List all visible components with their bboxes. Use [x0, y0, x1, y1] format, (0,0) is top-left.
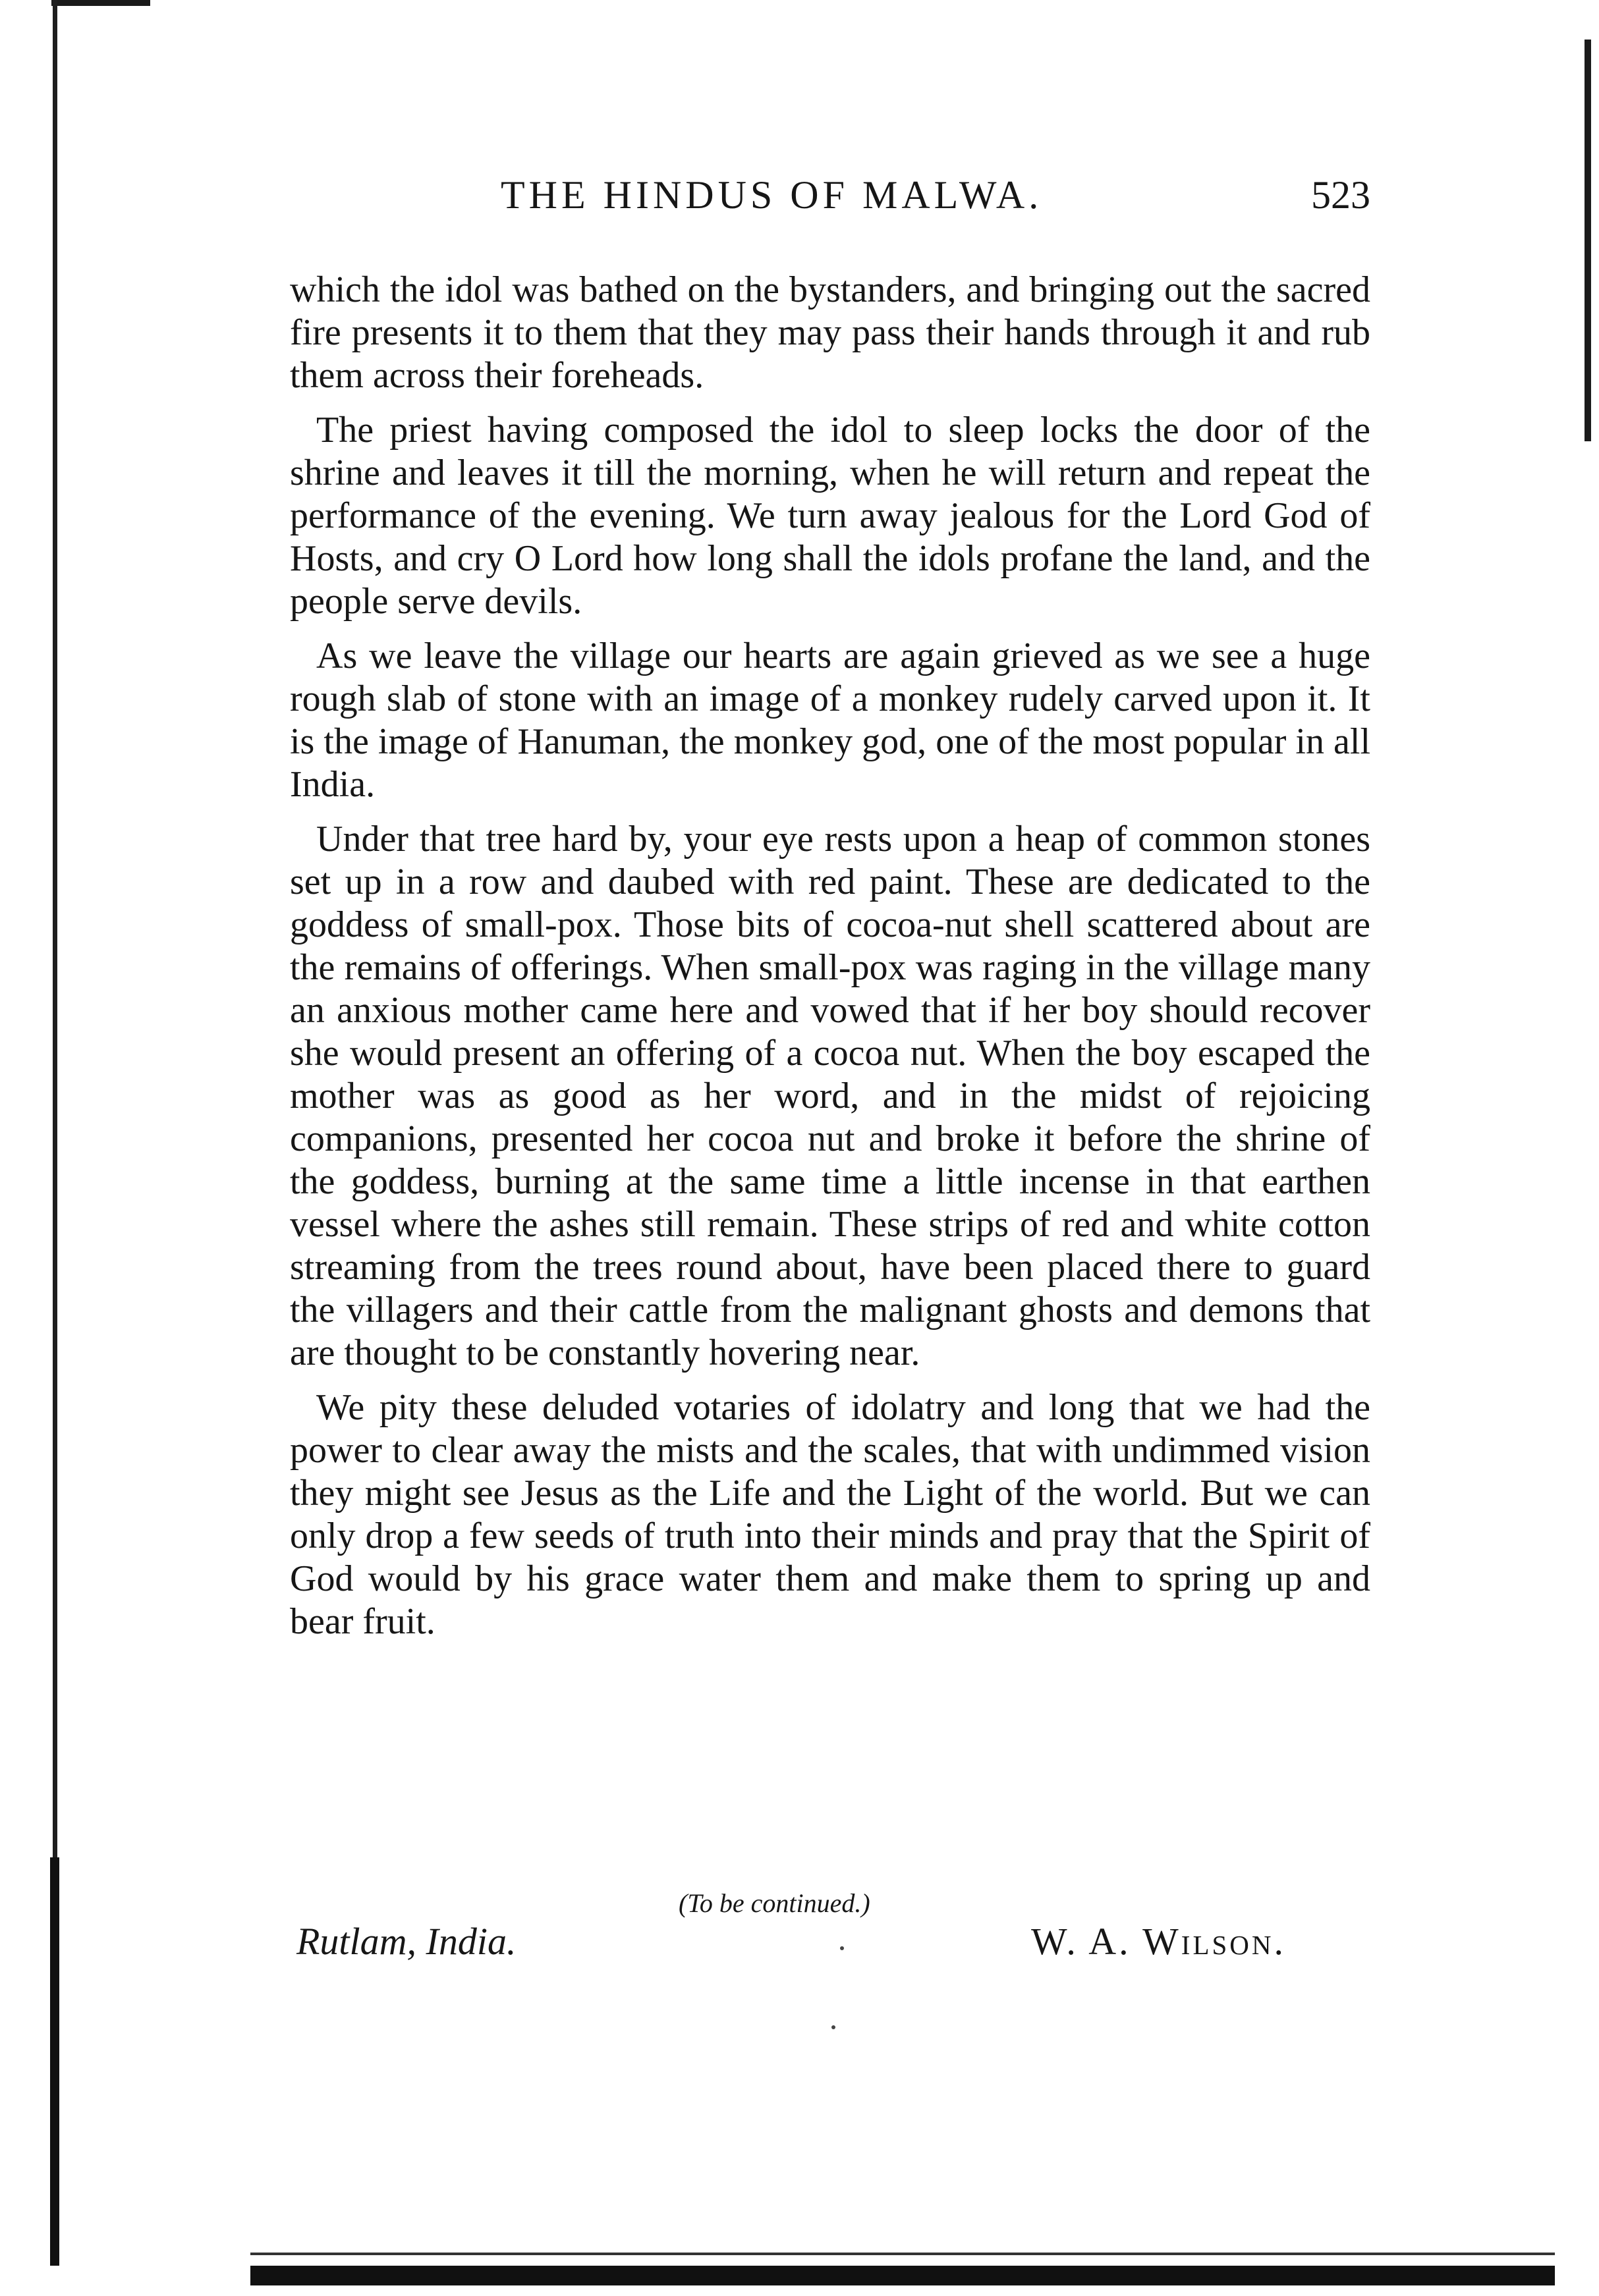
page-number: 523: [1311, 173, 1370, 217]
scan-edge-rule-right: [1585, 40, 1591, 441]
paragraph-3: As we leave the village our hearts are again grieved as we see a huge rough slab of stone with an image of a monkey rudely carved upon it. It is the image of Hanuman, the monkey god, one of the most popular in all India.: [290, 636, 1370, 805]
running-head-title: THE HINDUS OF MALWA.: [501, 173, 1043, 217]
paragraph-1: which the idol was bathed on the bystanders, and bringing out the sacred fire presents it to them that they may pass their hands through it and rub them across their foreheads.: [290, 269, 1370, 396]
paragraph-2: The priest having composed the idol to sleep locks the door of the shrine and leaves it till the morning, when he will return and repeat the performance of the evening. We turn away jealous for the Lord God of Hosts, and cry O Lord how long shall the idols profane the land, and the people serve devils.: [290, 410, 1370, 622]
scan-edge-rule-bottom-thin: [250, 2253, 1555, 2255]
body-text: [290, 269, 1370, 1655]
scan-edge-rule-bottom: [250, 2266, 1555, 2285]
scan-speck: [840, 1946, 844, 1950]
paragraph-4: Under that tree hard by, your eye rests upon a heap of common stones set up in a row and daubed with red paint. These are dedicated to the goddess of small-pox. Those bits of cocoa-nut shell scattered about are the remains of offerings. When small-pox was raging in the village many an anxious mother came here and vowed that if her boy should recover she would present an offering of a cocoa nut. When the boy escaped the mother was as good as her word, and in the midst of rejoicing companions, presented her cocoa nut and broke it before the shrine of the goddess, burning at the same time a little incense in that earthen vessel where the ashes still remain. These strips of red and white cotton streaming from the trees round about, have been placed there to guard the villagers and their cattle from the malignant ghosts and demons that are thought to be constantly hovering near.: [290, 819, 1370, 1373]
signature-place: Rutlam, India.: [296, 1920, 517, 1963]
scan-edge-rule-left-heavy: [50, 1857, 59, 2266]
scan-speck: [831, 2025, 835, 2029]
running-head: [277, 173, 1370, 232]
signature-author: W. A. Wilson.: [1031, 1920, 1287, 1963]
continued-note: (To be continued.): [679, 1888, 870, 1918]
paragraph-5: We pity these deluded votaries of idolatry and long that we had the power to clear away the mists and the scales, that with undimmed vision they might see Jesus as the Life and the Light of the world. But we can only drop a few seeds of truth into their minds and pray that the Spirit of God would by his grace water them and make them to spring up and bear fruit.: [290, 1387, 1370, 1642]
scan-edge-rule-top: [51, 0, 150, 6]
